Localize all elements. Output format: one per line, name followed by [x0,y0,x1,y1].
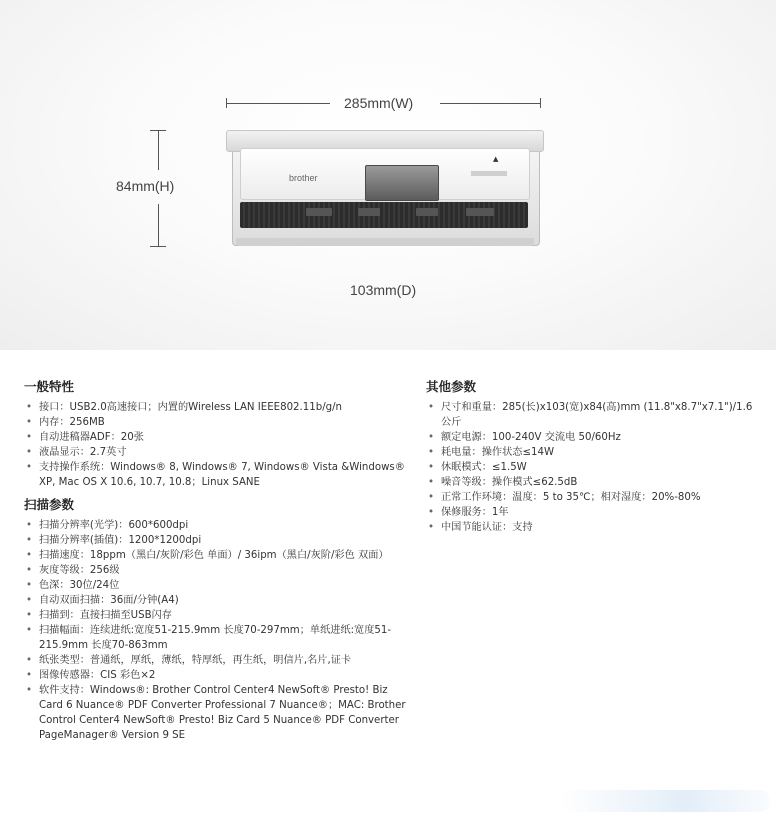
corner-watermark [560,790,770,812]
depth-label: 103mm(D) [350,282,417,298]
spec-item: • 正常工作环境：温度：5 to 35℃；相对湿度：20%-80% [426,490,756,505]
width-line-left [226,103,330,104]
spec-item: • 软件支持：Windows®: Brother Control Center4 NewSoft® Presto! Biz Card 6 Nuance® PDF Converter Professional 7 Nuance®；MAC: Brother Control Center4 NewSoft® Presto! Biz Card 5 Nuance® PDF Converter PageManager® Version 9 SE [24,683,408,743]
spec-item: • 接口：USB2.0高速接口；内置的Wireless LAN IEEE802.11b/g/n [24,400,408,415]
other-section-title: 其他参数 [426,379,477,394]
scanner-guide-1 [306,208,332,216]
spec-item: • 耗电量：操作状态≤14W [426,445,756,460]
width-line-right [440,103,540,104]
width-label: 285mm(W) [344,95,414,111]
scanner-lcd-screen [365,165,439,201]
spec-item: • 图像传感器：CIS 彩色×2 [24,668,408,683]
spec-item: • 扫描速度：18ppm（黑白/灰阶/彩色 单面）/ 36ipm（黑白/灰阶/彩色 双面） [24,548,408,563]
scanner-model-plate [471,171,507,176]
spec-item: • 扫描分辨率(插值)：1200*1200dpi [24,533,408,548]
scan-section-title: 扫描参数 [24,497,75,512]
spec-item: • 尺寸和重量：285(长)x103(宽)x84(高)mm (11.8"x8.7"x7.1")/1.6公斤 [426,400,756,430]
scanner-brand-logo: brother [289,173,318,183]
spec-item: • 保修服务：1年 [426,505,756,520]
scan-spec-list [24,518,408,743]
spec-item: • 额定电源：100-240V 交流电 50/60Hz [426,430,756,445]
spec-item: • 纸张类型：普通纸，厚纸，薄纸，特厚纸，再生纸，明信片,名片,证卡 [24,653,408,668]
scanner-image [226,128,544,250]
spec-item: • 扫描到：直接扫描至USB闪存 [24,608,408,623]
spec-item: • 色深：30位/24位 [24,578,408,593]
width-tick-right [540,98,541,108]
height-tick-bottom [150,246,166,247]
height-label: 84mm(H) [116,178,175,194]
other-spec-list [426,400,756,535]
spec-item: • 自动双面扫描：36面/分钟(A4) [24,593,408,608]
height-line-bottom [158,204,159,246]
scanner-guide-2 [358,208,380,216]
spec-item: • 自动进稿器ADF：20张 [24,430,408,445]
warning-icon: ▲ [493,155,499,163]
right-spec-column [426,378,756,541]
spec-item: • 噪音等级：操作模式≤62.5dB [426,475,756,490]
spec-item: • 内存：256MB [24,415,408,430]
scanner-front-panel [240,148,530,200]
scanner-guide-4 [466,208,494,216]
height-line-top [158,130,159,170]
spec-item: • 扫描幅面：连续进纸:宽度51-215.9mm 长度70-297mm；单纸进纸:宽度51-215.9mm 长度70-863mm [24,623,408,653]
spec-item: • 支持操作系统：Windows® 8, Windows® 7, Windows® Vista &Windows® XP, Mac OS X 10.6, 10.7, 10.8；Linux SANE [24,460,408,490]
spec-item: • 中国节能认证：支持 [426,520,756,535]
spec-item: • 休眠模式：≤1.5W [426,460,756,475]
general-spec-list [24,400,408,490]
left-spec-column [24,378,408,749]
scanner-base [236,238,534,246]
spec-item: • 液晶显示：2.7英寸 [24,445,408,460]
general-section-title: 一般特性 [24,379,75,394]
spec-item: • 扫描分辨率(光学)：600*600dpi [24,518,408,533]
scanner-guide-3 [416,208,438,216]
spec-item: • 灰度等级：256级 [24,563,408,578]
product-image-area [0,0,776,350]
